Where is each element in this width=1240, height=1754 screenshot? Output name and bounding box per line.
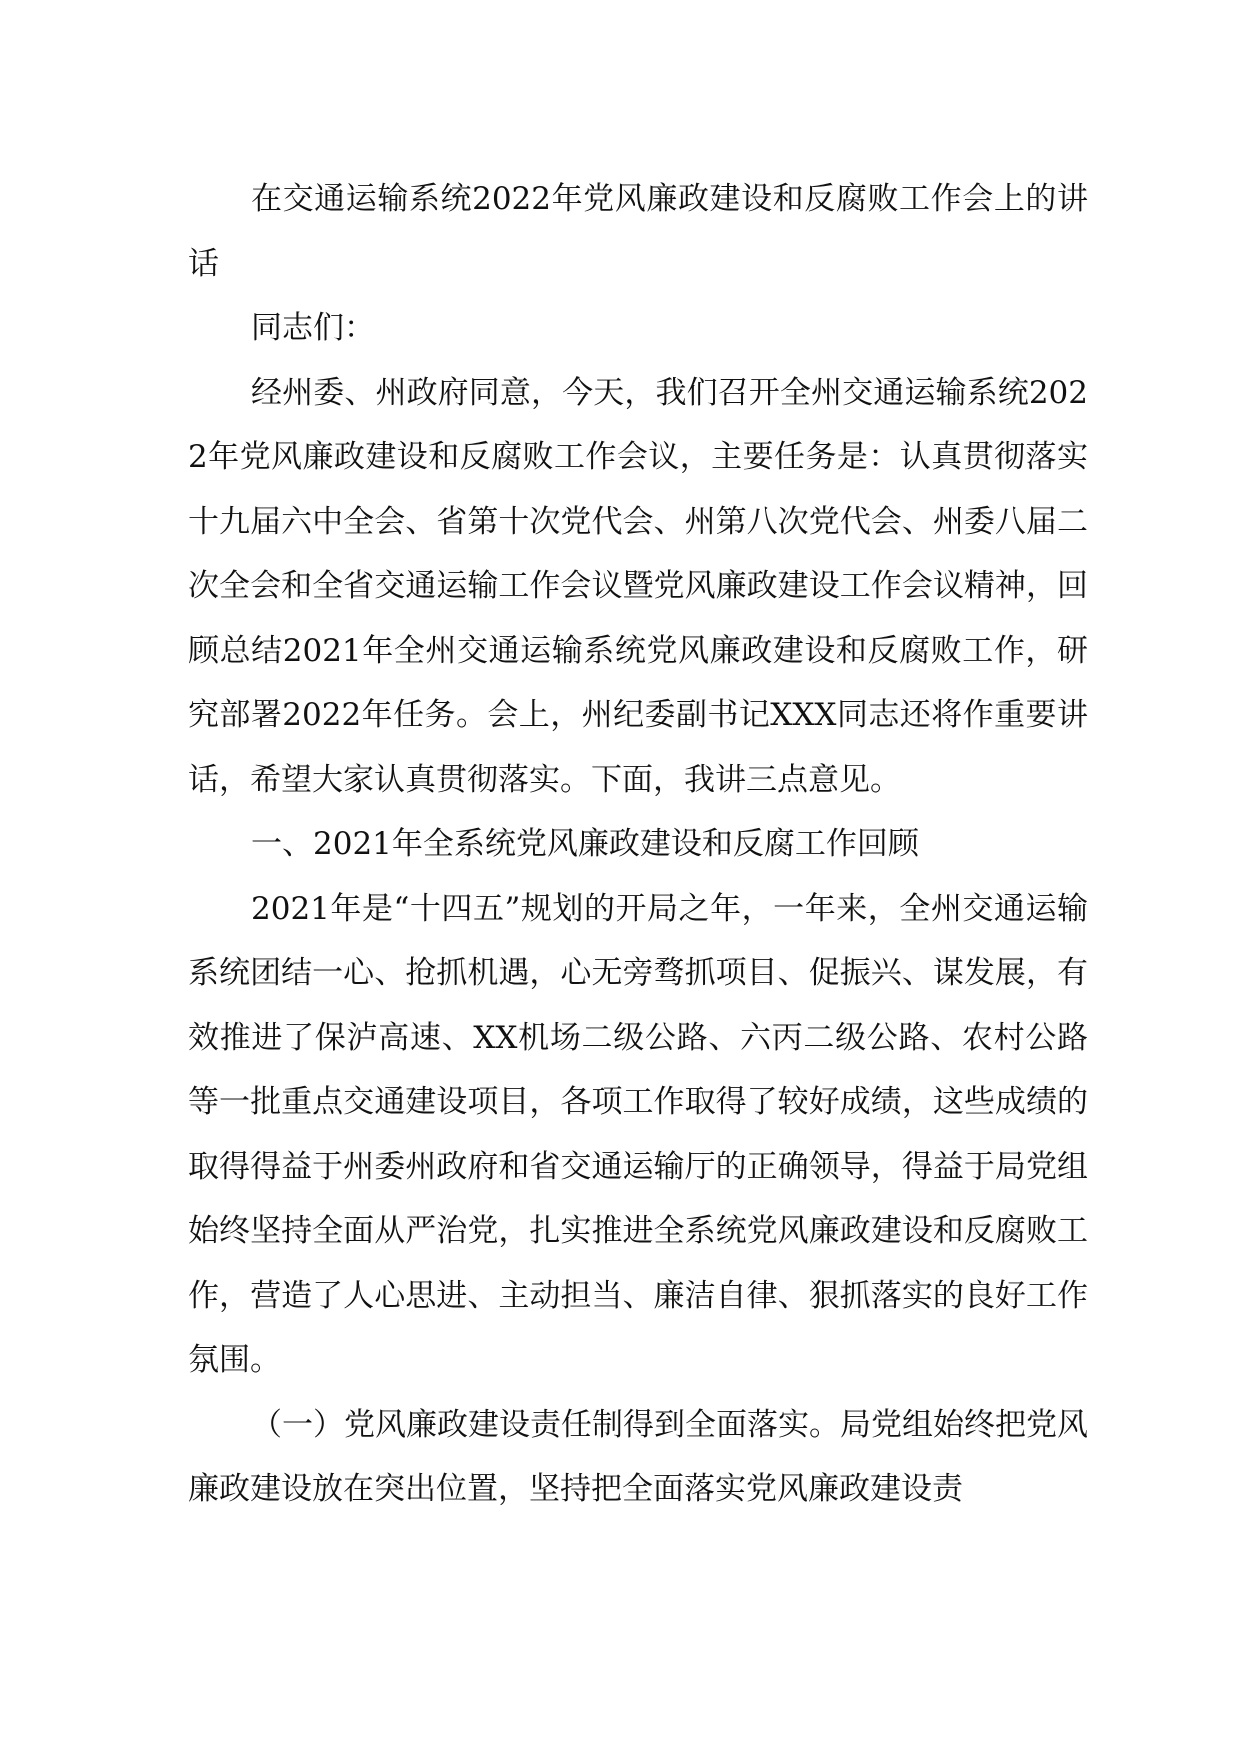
section-heading-review: 一、2021年全系统党风廉政建设和反腐工作回顾 <box>251 826 919 862</box>
document-body <box>188 167 1088 1522</box>
body-paragraph-opening: 经州委、州政府同意，今天，我们召开全州交通运输系统2022年党风廉政建设和反腐败工作会议，主要任务是：认真贯彻落实十九届六中全会、省第十次党代会、州第八次党代会、州委八届二次全会和全省交通运输工作会议暨党风廉政建设工作会议精神，回顾总结2021年全州交通运输系统党风廉政建设和反腐败工作，研究部署2022年任务。会上，州纪委副书记XXX同志还将作重要讲话，希望大家认真贯彻落实。下面，我讲三点意见。 <box>188 374 1088 798</box>
salutation: 同志们： <box>251 310 375 346</box>
body-paragraph-achievements: 2021年是“十四五”规划的开局之年，一年来，全州交通运输系统团结一心、抢抓机遇，心无旁骛抓项目、促振兴、谋发展，有效推进了保泸高速、XX机场二级公路、六丙二级公路、农村公路等一批重点交通建设项目，各项工作取得了较好成绩，这些成绩的取得得益于州委州政府和省交通运输厅的正确领导，得益于局党组始终坚持全面从严治党，扎实推进全系统党风廉政建设和反腐败工作，营造了人心思进、主动担当、廉洁自律、狠抓落实的良好工作氛围。 <box>188 890 1088 1378</box>
speech-title: 在交通运输系统2022年党风廉政建设和反腐败工作会上的讲话 <box>188 181 1088 282</box>
body-paragraph-responsibility: （一）党风廉政建设责任制得到全面落实。局党组始终把党风廉政建设放在突出位置，坚持把全面落实党风廉政建设责 <box>188 1406 1088 1507</box>
